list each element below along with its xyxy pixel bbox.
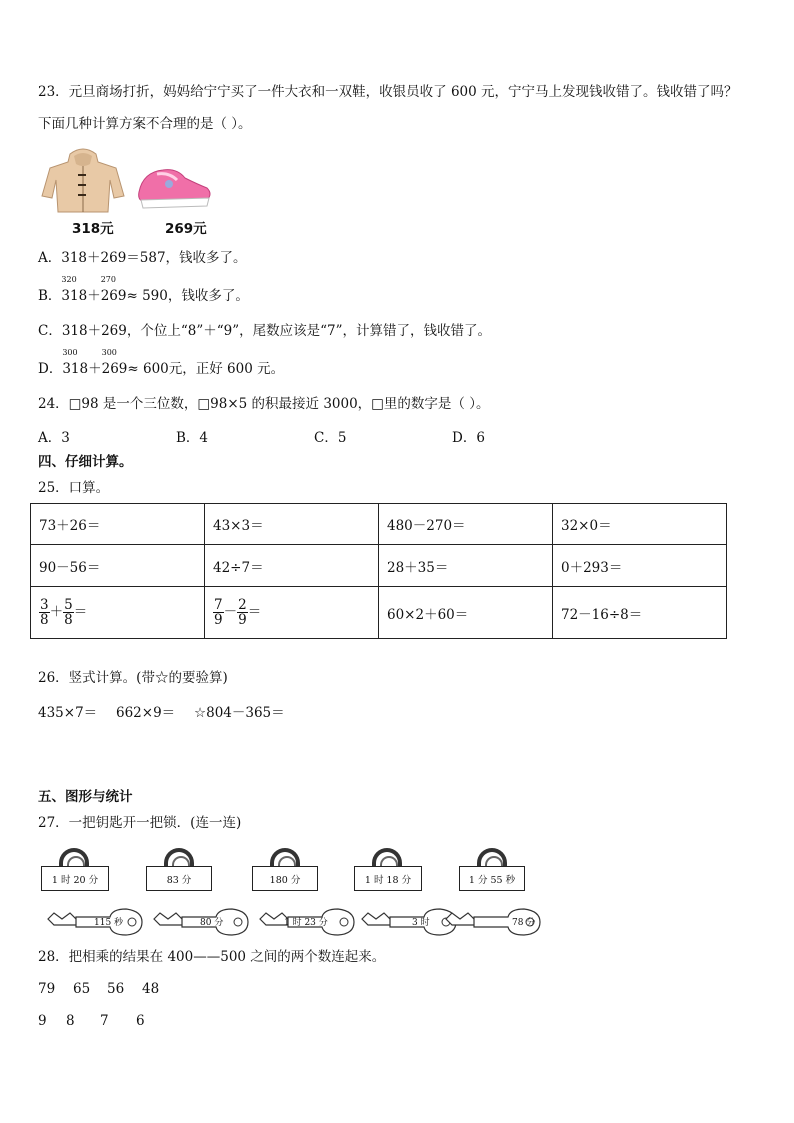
- fraction: $\frac{3}{8}$: [40, 597, 49, 628]
- key-label: 80 分: [200, 918, 224, 928]
- q23-option-a: A．318＋269＝587，钱收多了。: [38, 250, 247, 266]
- q24-option-b: B．4: [176, 430, 209, 446]
- q26-item-1: 435×7＝: [38, 705, 98, 721]
- q23-option-d: D． 300 318＋ 300 269≈ 600元，正好 600 元。: [38, 348, 285, 377]
- coat-image: [40, 146, 126, 218]
- q28-number-9[interactable]: 9: [38, 1013, 47, 1029]
- key-1[interactable]: [46, 907, 144, 937]
- q23-option-b: B． 320 318＋ 270 269≈ 590，钱收多了。: [38, 275, 249, 304]
- shoe-image: [133, 162, 213, 216]
- calc-cell: 32×0＝: [553, 504, 727, 545]
- calc-cell-fraction-sub: $\frac{7}{9}$ － $\frac{2}{9}$ ＝: [205, 587, 379, 639]
- q24-option-d: D．6: [452, 430, 485, 446]
- lock-label: 1 时 20 分: [41, 866, 109, 891]
- lock-3[interactable]: [252, 848, 318, 893]
- calc-cell: 72－16÷8＝: [553, 587, 727, 639]
- fraction: $\frac{2}{9}$: [238, 597, 247, 628]
- calc-cell: 28＋35＝: [379, 545, 553, 587]
- q28-title: 28．把相乘的结果在 400——500 之间的两个数连起来。: [38, 949, 386, 965]
- lock-4[interactable]: [354, 848, 422, 893]
- calc-cell-fraction-add: $\frac{3}{8}$ ＋ $\frac{5}{8}$ ＝: [31, 587, 205, 639]
- q28-number-48[interactable]: 48: [142, 981, 160, 997]
- table-row: [31, 545, 727, 587]
- fraction: $\frac{5}{8}$: [64, 597, 73, 628]
- lock-2[interactable]: [146, 848, 212, 893]
- calc-cell: 480－270＝: [379, 504, 553, 545]
- q28-number-7[interactable]: 7: [100, 1013, 109, 1029]
- table-row: [31, 587, 727, 639]
- q28-number-79[interactable]: 79: [38, 981, 56, 997]
- coat-price: 318元: [72, 221, 114, 237]
- q28-number-65[interactable]: 65: [73, 981, 91, 997]
- key-label: 115 秒: [94, 918, 124, 928]
- calc-cell: 60×2＋60＝: [379, 587, 553, 639]
- lock-label: 83 分: [146, 866, 212, 891]
- q24-option-c: C．5: [314, 430, 347, 446]
- lock-5[interactable]: [459, 848, 525, 893]
- q26-item-2: 662×9＝: [116, 705, 176, 721]
- section-5-heading: 五、图形与统计: [38, 789, 133, 805]
- q26-title: 26．竖式计算。(带☆的要验算): [38, 670, 228, 686]
- q26-item-3: ☆804－365＝: [194, 705, 285, 721]
- lock-1[interactable]: [41, 848, 109, 893]
- q23-stem-line1: 23．元旦商场打折，妈妈给宁宁买了一件大衣和一双鞋，收银员收了 600 元，宁宁马上发现钱收错了。钱收错了吗？: [38, 84, 738, 100]
- table-row: [31, 504, 727, 545]
- q28-number-8[interactable]: 8: [66, 1013, 75, 1029]
- lock-label: 180 分: [252, 866, 318, 891]
- shoe-price: 269元: [165, 221, 207, 237]
- lock-label: 1 分 55 秒: [459, 866, 525, 891]
- q23-option-c: C．318＋269，个位上“8”＋“9”，尾数应该是“7”，计算错了，钱收错了。: [38, 323, 492, 339]
- q28-number-6[interactable]: 6: [136, 1013, 145, 1029]
- q27-title: 27．一把钥匙开一把锁．(连一连): [38, 815, 242, 831]
- approx-318-to-300: 300 318: [62, 348, 89, 377]
- fraction: $\frac{7}{9}$: [214, 597, 223, 628]
- key-label: 78 分: [512, 918, 536, 928]
- key-label: 1 时 23 分: [284, 918, 328, 928]
- calc-cell: 0＋293＝: [553, 545, 727, 587]
- key-3[interactable]: [258, 907, 356, 937]
- calc-cell: 42÷7＝: [205, 545, 379, 587]
- calc-cell: 90－56＝: [31, 545, 205, 587]
- calc-cell: 73＋26＝: [31, 504, 205, 545]
- key-5[interactable]: [444, 907, 542, 937]
- q24-stem: 24．□98 是一个三位数，□98×5 的积最接近 3000，□里的数字是（ ）。: [38, 396, 490, 412]
- q25-oral-calc-table: [30, 503, 727, 639]
- key-2[interactable]: [152, 907, 250, 937]
- approx-269-to-270: 270 269: [100, 275, 127, 304]
- key-label: 3 时: [412, 918, 430, 928]
- calc-cell: 43×3＝: [205, 504, 379, 545]
- lock-label: 1 时 18 分: [354, 866, 422, 891]
- approx-269-to-300: 300 269: [101, 348, 128, 377]
- section-4-heading: 四、仔细计算。: [38, 454, 133, 470]
- q25-title: 25．口算。: [38, 480, 110, 496]
- q28-number-56[interactable]: 56: [107, 981, 125, 997]
- q24-option-a: A．3: [38, 430, 70, 446]
- approx-318-to-320: 320 318: [61, 275, 88, 304]
- q23-stem-line2: 下面几种计算方案不合理的是（ ）。: [38, 116, 252, 132]
